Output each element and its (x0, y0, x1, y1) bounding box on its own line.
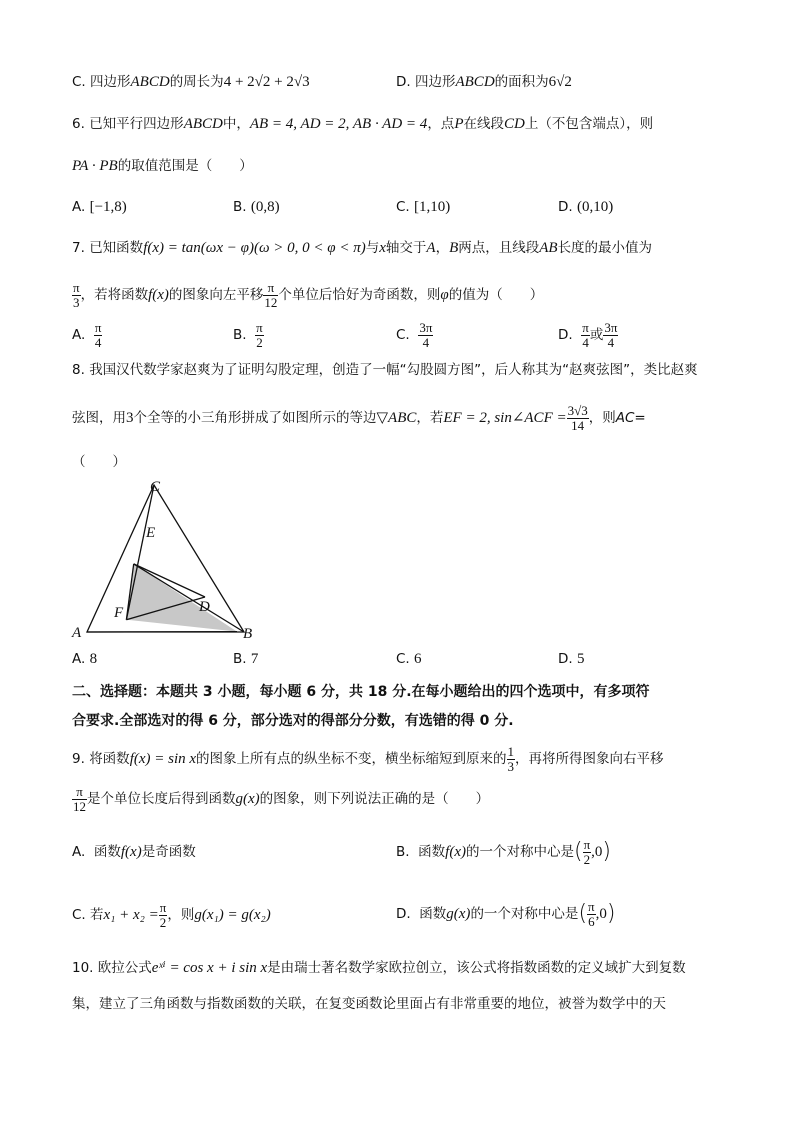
question-text: 个全等的小三角形拼成了如图所示的等边 (133, 410, 377, 426)
math-expression: 6√2 (548, 74, 572, 90)
fraction-one-third (507, 745, 516, 774)
variable: φ (440, 287, 449, 303)
option-fraction (603, 321, 618, 350)
q7-option-c[interactable] (396, 318, 433, 352)
segment-name: CD (503, 116, 525, 132)
math-expression: 4 + 2√2 + 2√3 (223, 74, 310, 90)
q8-option-c[interactable] (396, 649, 422, 669)
point-name: P (454, 116, 464, 132)
q7-stem-line2 (72, 278, 543, 312)
right-paren: ) (606, 901, 616, 926)
shape-name: ABCD (455, 74, 495, 90)
question-text: 已知平行四边形 (89, 116, 184, 132)
shape-name: ABCD (183, 116, 223, 132)
math-expression: f(x) (148, 287, 169, 303)
question-text: 两点，且线段 (458, 240, 540, 256)
option-text: 函数 (93, 844, 121, 860)
option-fraction (418, 321, 433, 350)
q9-stem-line1 (72, 742, 664, 776)
question-text: 是个单位长度后得到函数 (87, 791, 236, 807)
q7-option-b[interactable] (233, 318, 264, 352)
option-text: 的一个对称中心是 (470, 906, 579, 922)
question-number: 6. (72, 116, 85, 132)
option-value: [−1,8) (89, 199, 127, 215)
option-label: A. (72, 327, 86, 343)
option-text: 四边形 (90, 74, 131, 90)
question-text: 上（不包含端点），则 (524, 116, 654, 132)
option-label: B. (233, 651, 247, 667)
fraction-pi-12 (263, 281, 278, 310)
left-paren: ( (578, 901, 588, 926)
numerator: π (583, 836, 591, 852)
q8-option-b[interactable] (233, 649, 258, 669)
answer-blank: （ ） (72, 454, 126, 470)
label-e: E (146, 525, 156, 541)
option-label: D. (558, 327, 573, 343)
question-text: 的值为（ ） (448, 287, 544, 303)
option-fraction (581, 321, 590, 350)
option-fraction (255, 321, 264, 350)
question-text: 个单位后恰好为奇函数，则 (278, 287, 441, 303)
option-value: 5 (576, 651, 585, 667)
math-expression: x₁ + x₂ = (103, 907, 159, 923)
question-text: 长度的最小值为 (557, 240, 653, 256)
option-label: C. (396, 199, 410, 215)
math-expression: AB = 4, AD = 2, AB · AD = 4 (249, 116, 428, 132)
question-text: ，若将函数 (80, 287, 149, 303)
fraction-sin (567, 404, 589, 433)
numerator: π (263, 281, 278, 296)
option-text: 函数 (419, 906, 447, 922)
denominator: 4 (582, 334, 589, 350)
option-value: (0,8) (250, 199, 280, 215)
section-heading-line1: 二、选择题：本题共 3 小题，每小题 6 分，共 18 分.在每小题给出的四个选项中，有多项符 (72, 684, 650, 700)
option-fraction (587, 900, 596, 929)
question-text: 的图象向左平移 (168, 287, 264, 303)
option-label: C. (72, 74, 86, 90)
option-text: 是奇函数 (141, 844, 196, 860)
denominator: 12 (73, 798, 86, 814)
label-a: A (72, 625, 82, 641)
numerator: π (73, 279, 80, 295)
option-label: D. (558, 199, 573, 215)
option-label: B. (233, 199, 247, 215)
math-expression: f(x) (120, 844, 142, 860)
numerator: 3√3 (567, 402, 588, 418)
math-expression: f(x) (445, 844, 466, 860)
inner-triangle-def (126, 564, 237, 632)
question-text: 将函数 (89, 751, 130, 767)
q8-option-d[interactable] (558, 649, 584, 669)
q10-stem-line1 (72, 958, 686, 978)
option-value: 8 (89, 651, 98, 667)
denominator: 4 (422, 334, 430, 350)
question-text: 的图象，则下列说法正确的是（ ） (259, 791, 490, 807)
numerator: π (582, 319, 589, 335)
q9-option-d[interactable] (396, 896, 615, 932)
question-text: 我国汉代数学家赵爽为了证明勾股定理，创造了一幅“勾股圆方图”，后人称其为“赵爽弦图”，类比赵爽 (89, 362, 698, 378)
label-f: F (114, 605, 124, 621)
denominator: 12 (264, 294, 278, 310)
q6-stem-line2 (72, 156, 253, 176)
section-heading-line2: 合要求.全部选对的得 6 分，部分选对的得部分分数，有选错的得 0 分. (72, 713, 514, 729)
option-text: 的周长为 (169, 74, 224, 90)
math-expression: g(x₁) = g(x₂) (194, 907, 271, 923)
q6-stem-line1 (72, 114, 653, 134)
option-text: 或 (589, 327, 604, 343)
fraction-pi-3 (72, 281, 81, 310)
numerator: π (94, 319, 102, 335)
option-label: B. (233, 327, 247, 343)
q9-option-c[interactable] (72, 898, 271, 932)
question-text: ，再将所得图象向右平移 (515, 751, 664, 767)
q6-option-d[interactable] (558, 197, 613, 217)
math-expression: g(x) (446, 906, 471, 922)
question-text: ， (435, 240, 450, 256)
q8-option-a[interactable] (72, 649, 97, 669)
shape-name: ABCD (130, 74, 170, 90)
question-text: 欧拉公式 (97, 960, 152, 976)
denominator: 2 (583, 851, 591, 867)
option-value: 7 (250, 651, 259, 667)
option-label: C. (396, 651, 410, 667)
question-text: = (634, 410, 646, 426)
option-label: A. (72, 199, 86, 215)
q7-option-d[interactable] (558, 318, 618, 352)
option-label: D. (396, 906, 411, 922)
q7-option-a[interactable] (72, 318, 102, 352)
denominator: 4 (607, 334, 615, 350)
numerator: π (72, 785, 87, 800)
q5-option-c (72, 72, 310, 92)
question-text: 与 (365, 240, 380, 256)
q9-stem-line2 (72, 782, 489, 816)
label-c: C (150, 479, 161, 495)
fraction-pi-12 (72, 785, 87, 814)
numerator: π (159, 899, 167, 915)
q8-stem-line2 (72, 398, 646, 438)
math-expression: ▽ABC (376, 410, 417, 426)
label-d: D (199, 599, 210, 615)
option-text: 函数 (418, 844, 446, 860)
question-text: 在线段 (463, 116, 504, 132)
option-value: 6 (414, 651, 422, 667)
q7-stem-line1 (72, 238, 652, 258)
question-text: 轴交于 (385, 240, 427, 256)
option-value: [1,10) (414, 199, 451, 215)
q8-stem-line1 (72, 360, 698, 380)
q8-triangle-figure (66, 474, 266, 646)
denominator: 6 (588, 913, 595, 929)
denominator: 2 (256, 334, 263, 350)
question-text: 是由瑞士著名数学家欧拉创立，该公式将指数函数的定义域扩大到复数 (267, 960, 686, 976)
math-expression: f(x) = tan(ωx − φ)(ω > 0, 0 < φ < π) (143, 240, 366, 256)
denominator: 14 (571, 417, 585, 433)
math-expression: eˣⁱ = cos x + i sin x (151, 960, 268, 976)
math-expression: PA · PB (72, 158, 118, 174)
math-expression: ,0 (595, 906, 607, 922)
label-b: B (243, 626, 253, 642)
numerator: 1 (507, 743, 515, 759)
denominator: 4 (94, 334, 102, 350)
question-text: ，若 (416, 410, 444, 426)
question-text: 中， (222, 116, 250, 132)
segment-name: AC (615, 410, 635, 426)
option-text: 若 (90, 907, 104, 923)
option-label: C. (72, 907, 86, 923)
question-number: 8. (72, 362, 85, 378)
q6-option-b[interactable] (233, 197, 280, 217)
q5-option-d (396, 72, 572, 92)
option-fraction (94, 321, 103, 350)
segment-name: AB (539, 240, 558, 256)
question-text: ，则 (588, 410, 616, 426)
option-label: A. (72, 651, 86, 667)
option-text: 的面积为 (494, 74, 549, 90)
option-text: 的一个对称中心是 (465, 844, 574, 860)
number: 3 (126, 410, 134, 426)
option-label: A. (72, 844, 86, 860)
question-text: 已知函数 (89, 240, 144, 256)
option-text: ，则 (167, 907, 195, 923)
q9-option-a[interactable] (72, 842, 196, 862)
q10-stem-line2: 集，建立了三角函数与指数函数的关联，在复变函数论里面占有非常重要的地位，被誉为数学中的天 (72, 996, 666, 1012)
question-text: 的取值范围是（ ） (117, 158, 253, 174)
q8-answer-paren (72, 452, 126, 472)
point-name: B (449, 240, 459, 256)
option-text: 四边形 (414, 74, 456, 90)
q6-option-a[interactable] (72, 197, 127, 217)
question-number: 7. (72, 240, 85, 256)
question-number: 10. (72, 960, 94, 976)
numerator: π (256, 319, 263, 335)
point-name: A (426, 240, 436, 256)
numerator: 3π (419, 319, 433, 335)
q9-option-b[interactable] (396, 834, 611, 870)
math-expression: f(x) = sin x (129, 751, 197, 767)
question-number: 9. (72, 751, 85, 767)
left-paren: ( (573, 839, 583, 864)
denominator: 3 (73, 294, 80, 310)
option-label: D. (396, 74, 411, 90)
numerator: 3π (604, 319, 618, 335)
question-text: 弦图，用 (72, 410, 126, 426)
math-expression: g(x) (235, 791, 260, 807)
denominator: 2 (159, 914, 167, 930)
question-text: ，点 (427, 116, 455, 132)
option-value: (0,10) (576, 199, 614, 215)
option-label: B. (396, 844, 410, 860)
math-expression: ,0 (591, 844, 603, 860)
numerator: π (588, 898, 595, 914)
right-paren: ) (602, 839, 611, 864)
option-label: C. (396, 327, 410, 343)
option-fraction (583, 838, 592, 867)
option-label: D. (558, 651, 573, 667)
denominator: 3 (507, 758, 515, 774)
variable: x (379, 240, 386, 256)
q6-option-c[interactable] (396, 197, 450, 217)
math-expression: EF = 2, sin∠ACF = (443, 410, 567, 426)
question-text: 的图象上所有点的纵坐标不变，横坐标缩短到原来的 (196, 751, 507, 767)
